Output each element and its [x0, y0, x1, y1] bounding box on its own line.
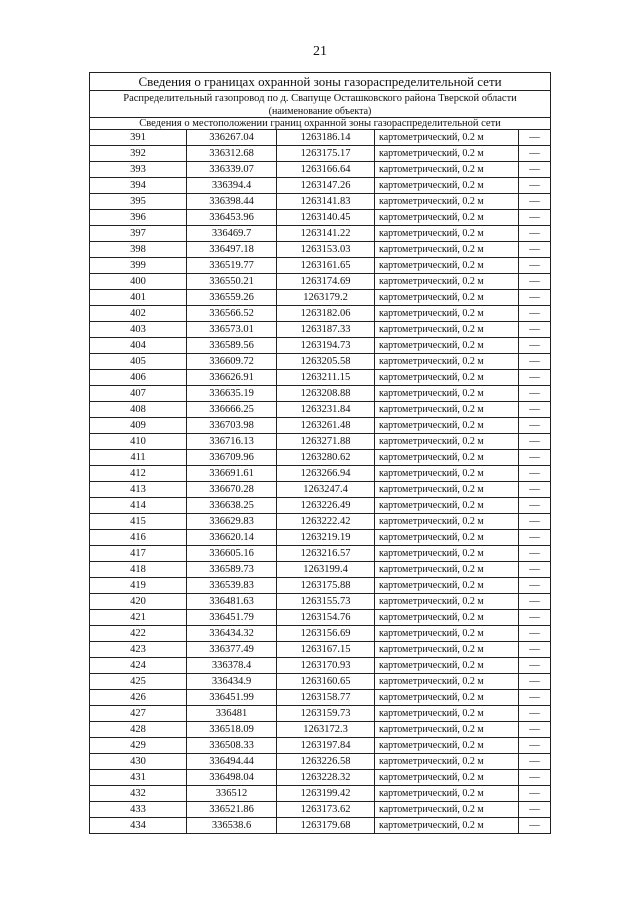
mark-cell: — — [519, 626, 551, 642]
y-coordinate-cell: 1263197.84 — [277, 738, 375, 754]
method-cell: картометрический, 0.2 м — [375, 210, 519, 226]
mark-cell: — — [519, 562, 551, 578]
y-coordinate-cell: 1263266.94 — [277, 466, 375, 482]
object-name-row — [90, 91, 551, 107]
method-cell: картометрический, 0.2 м — [375, 786, 519, 802]
table-row — [90, 498, 551, 514]
x-coordinate-cell: 336538.6 — [187, 818, 277, 834]
table-row — [90, 242, 551, 258]
point-number-cell: 424 — [90, 658, 187, 674]
point-number-cell: 396 — [90, 210, 187, 226]
boundary-coordinates-table — [89, 72, 551, 834]
table-row — [90, 530, 551, 546]
y-coordinate-cell: 1263172.3 — [277, 722, 375, 738]
point-number-cell: 433 — [90, 802, 187, 818]
point-number-cell: 434 — [90, 818, 187, 834]
method-cell: картометрический, 0.2 м — [375, 482, 519, 498]
mark-cell: — — [519, 658, 551, 674]
method-cell: картометрический, 0.2 м — [375, 178, 519, 194]
table-row — [90, 162, 551, 178]
x-coordinate-cell: 336709.96 — [187, 450, 277, 466]
method-cell: картометрический, 0.2 м — [375, 530, 519, 546]
x-coordinate-cell: 336589.73 — [187, 562, 277, 578]
method-cell: картометрический, 0.2 м — [375, 354, 519, 370]
x-coordinate-cell: 336691.61 — [187, 466, 277, 482]
point-number-cell: 411 — [90, 450, 187, 466]
x-coordinate-cell: 336629.83 — [187, 514, 277, 530]
x-coordinate-cell: 336494.44 — [187, 754, 277, 770]
method-cell: картометрический, 0.2 м — [375, 274, 519, 290]
x-coordinate-cell: 336469.7 — [187, 226, 277, 242]
point-number-cell: 405 — [90, 354, 187, 370]
point-number-cell: 428 — [90, 722, 187, 738]
table-row — [90, 754, 551, 770]
x-coordinate-cell: 336716.13 — [187, 434, 277, 450]
y-coordinate-cell: 1263141.22 — [277, 226, 375, 242]
point-number-cell: 417 — [90, 546, 187, 562]
x-coordinate-cell: 336573.01 — [187, 322, 277, 338]
mark-cell: — — [519, 738, 551, 754]
y-coordinate-cell: 1263158.77 — [277, 690, 375, 706]
mark-cell: — — [519, 178, 551, 194]
method-cell: картометрический, 0.2 м — [375, 162, 519, 178]
point-number-cell: 432 — [90, 786, 187, 802]
y-coordinate-cell: 1263187.33 — [277, 322, 375, 338]
mark-cell: — — [519, 786, 551, 802]
table-row — [90, 370, 551, 386]
x-coordinate-cell: 336550.21 — [187, 274, 277, 290]
method-cell: картометрический, 0.2 м — [375, 370, 519, 386]
mark-cell: — — [519, 690, 551, 706]
x-coordinate-cell: 336620.14 — [187, 530, 277, 546]
point-number-cell: 404 — [90, 338, 187, 354]
method-cell: картометрический, 0.2 м — [375, 290, 519, 306]
table-row — [90, 402, 551, 418]
mark-cell: — — [519, 642, 551, 658]
x-coordinate-cell: 336609.72 — [187, 354, 277, 370]
y-coordinate-cell: 1263261.48 — [277, 418, 375, 434]
table-row — [90, 466, 551, 482]
table-row — [90, 338, 551, 354]
x-coordinate-cell: 336481.63 — [187, 594, 277, 610]
mark-cell: — — [519, 482, 551, 498]
table-row — [90, 546, 551, 562]
mark-cell: — — [519, 498, 551, 514]
object-name: Распределительный газопровод по д. Свапуще Осташковского района Тверской области — [90, 91, 551, 107]
point-number-cell: 431 — [90, 770, 187, 786]
mark-cell: — — [519, 418, 551, 434]
x-coordinate-cell: 336635.19 — [187, 386, 277, 402]
point-number-cell: 419 — [90, 578, 187, 594]
method-cell: картометрический, 0.2 м — [375, 594, 519, 610]
section-subtitle: Сведения о местоположении границ охранной зоны газораспределительной сети — [90, 118, 551, 130]
point-number-cell: 423 — [90, 642, 187, 658]
point-number-cell: 429 — [90, 738, 187, 754]
method-cell: картометрический, 0.2 м — [375, 578, 519, 594]
table-row — [90, 770, 551, 786]
table-title-row — [90, 73, 551, 91]
y-coordinate-cell: 1263186.14 — [277, 130, 375, 146]
y-coordinate-cell: 1263208.88 — [277, 386, 375, 402]
y-coordinate-cell: 1263228.32 — [277, 770, 375, 786]
y-coordinate-cell: 1263153.03 — [277, 242, 375, 258]
y-coordinate-cell: 1263231.84 — [277, 402, 375, 418]
y-coordinate-cell: 1263271.88 — [277, 434, 375, 450]
x-coordinate-cell: 336394.4 — [187, 178, 277, 194]
method-cell: картометрический, 0.2 м — [375, 242, 519, 258]
method-cell: картометрический, 0.2 м — [375, 818, 519, 834]
table-row — [90, 146, 551, 162]
method-cell: картометрический, 0.2 м — [375, 146, 519, 162]
mark-cell: — — [519, 338, 551, 354]
table-title: Сведения о границах охранной зоны газораспределительной сети — [90, 73, 551, 91]
y-coordinate-cell: 1263159.73 — [277, 706, 375, 722]
y-coordinate-cell: 1263160.65 — [277, 674, 375, 690]
table-row — [90, 306, 551, 322]
mark-cell: — — [519, 242, 551, 258]
x-coordinate-cell: 336434.32 — [187, 626, 277, 642]
mark-cell: — — [519, 434, 551, 450]
point-number-cell: 412 — [90, 466, 187, 482]
x-coordinate-cell: 336539.83 — [187, 578, 277, 594]
point-number-cell: 394 — [90, 178, 187, 194]
table-row — [90, 354, 551, 370]
mark-cell: — — [519, 322, 551, 338]
table-row — [90, 194, 551, 210]
mark-cell: — — [519, 578, 551, 594]
point-number-cell: 425 — [90, 674, 187, 690]
point-number-cell: 399 — [90, 258, 187, 274]
table-row — [90, 786, 551, 802]
table-row — [90, 818, 551, 834]
point-number-cell: 430 — [90, 754, 187, 770]
table-row — [90, 610, 551, 626]
object-note-row — [90, 106, 551, 118]
table-row — [90, 258, 551, 274]
y-coordinate-cell: 1263154.76 — [277, 610, 375, 626]
method-cell: картометрический, 0.2 м — [375, 450, 519, 466]
y-coordinate-cell: 1263199.42 — [277, 786, 375, 802]
x-coordinate-cell: 336518.09 — [187, 722, 277, 738]
mark-cell: — — [519, 450, 551, 466]
mark-cell: — — [519, 194, 551, 210]
mark-cell: — — [519, 306, 551, 322]
method-cell: картометрический, 0.2 м — [375, 642, 519, 658]
y-coordinate-cell: 1263205.58 — [277, 354, 375, 370]
mark-cell: — — [519, 370, 551, 386]
mark-cell: — — [519, 594, 551, 610]
x-coordinate-cell: 336453.96 — [187, 210, 277, 226]
x-coordinate-cell: 336267.04 — [187, 130, 277, 146]
table-row — [90, 578, 551, 594]
point-number-cell: 414 — [90, 498, 187, 514]
y-coordinate-cell: 1263175.88 — [277, 578, 375, 594]
mark-cell: — — [519, 386, 551, 402]
table-row — [90, 178, 551, 194]
y-coordinate-cell: 1263174.69 — [277, 274, 375, 290]
method-cell: картометрический, 0.2 м — [375, 514, 519, 530]
method-cell: картометрический, 0.2 м — [375, 306, 519, 322]
x-coordinate-cell: 336497.18 — [187, 242, 277, 258]
y-coordinate-cell: 1263219.19 — [277, 530, 375, 546]
y-coordinate-cell: 1263194.73 — [277, 338, 375, 354]
x-coordinate-cell: 336670.28 — [187, 482, 277, 498]
point-number-cell: 391 — [90, 130, 187, 146]
y-coordinate-cell: 1263182.06 — [277, 306, 375, 322]
y-coordinate-cell: 1263179.68 — [277, 818, 375, 834]
mark-cell: — — [519, 530, 551, 546]
y-coordinate-cell: 1263247.4 — [277, 482, 375, 498]
method-cell: картометрический, 0.2 м — [375, 802, 519, 818]
point-number-cell: 406 — [90, 370, 187, 386]
mark-cell: — — [519, 674, 551, 690]
x-coordinate-cell: 336626.91 — [187, 370, 277, 386]
table-row — [90, 658, 551, 674]
point-number-cell: 413 — [90, 482, 187, 498]
x-coordinate-cell: 336398.44 — [187, 194, 277, 210]
x-coordinate-cell: 336521.86 — [187, 802, 277, 818]
table-row — [90, 674, 551, 690]
y-coordinate-cell: 1263216.57 — [277, 546, 375, 562]
table-row — [90, 274, 551, 290]
mark-cell: — — [519, 402, 551, 418]
method-cell: картометрический, 0.2 м — [375, 322, 519, 338]
x-coordinate-cell: 336377.49 — [187, 642, 277, 658]
point-number-cell: 393 — [90, 162, 187, 178]
x-coordinate-cell: 336512 — [187, 786, 277, 802]
point-number-cell: 422 — [90, 626, 187, 642]
x-coordinate-cell: 336703.98 — [187, 418, 277, 434]
method-cell: картометрический, 0.2 м — [375, 690, 519, 706]
x-coordinate-cell: 336339.07 — [187, 162, 277, 178]
y-coordinate-cell: 1263199.4 — [277, 562, 375, 578]
table-row — [90, 130, 551, 146]
y-coordinate-cell: 1263173.62 — [277, 802, 375, 818]
method-cell: картометрический, 0.2 м — [375, 226, 519, 242]
point-number-cell: 402 — [90, 306, 187, 322]
y-coordinate-cell: 1263167.15 — [277, 642, 375, 658]
point-number-cell: 427 — [90, 706, 187, 722]
method-cell: картометрический, 0.2 м — [375, 770, 519, 786]
y-coordinate-cell: 1263179.2 — [277, 290, 375, 306]
point-number-cell: 401 — [90, 290, 187, 306]
table-row — [90, 594, 551, 610]
x-coordinate-cell: 336434.9 — [187, 674, 277, 690]
y-coordinate-cell: 1263222.42 — [277, 514, 375, 530]
x-coordinate-cell: 336451.79 — [187, 610, 277, 626]
point-number-cell: 426 — [90, 690, 187, 706]
point-number-cell: 418 — [90, 562, 187, 578]
mark-cell: — — [519, 722, 551, 738]
mark-cell: — — [519, 210, 551, 226]
point-number-cell: 409 — [90, 418, 187, 434]
x-coordinate-cell: 336638.25 — [187, 498, 277, 514]
table-row — [90, 690, 551, 706]
x-coordinate-cell: 336378.4 — [187, 658, 277, 674]
mark-cell: — — [519, 258, 551, 274]
point-number-cell: 410 — [90, 434, 187, 450]
y-coordinate-cell: 1263141.83 — [277, 194, 375, 210]
point-number-cell: 420 — [90, 594, 187, 610]
x-coordinate-cell: 336589.56 — [187, 338, 277, 354]
x-coordinate-cell: 336519.77 — [187, 258, 277, 274]
point-number-cell: 416 — [90, 530, 187, 546]
table-row — [90, 562, 551, 578]
mark-cell: — — [519, 754, 551, 770]
y-coordinate-cell: 1263175.17 — [277, 146, 375, 162]
x-coordinate-cell: 336451.99 — [187, 690, 277, 706]
y-coordinate-cell: 1263211.15 — [277, 370, 375, 386]
mark-cell: — — [519, 770, 551, 786]
point-number-cell: 395 — [90, 194, 187, 210]
point-number-cell: 408 — [90, 402, 187, 418]
point-number-cell: 400 — [90, 274, 187, 290]
table-row — [90, 290, 551, 306]
mark-cell: — — [519, 706, 551, 722]
method-cell: картометрический, 0.2 м — [375, 402, 519, 418]
x-coordinate-cell: 336605.16 — [187, 546, 277, 562]
y-coordinate-cell: 1263156.69 — [277, 626, 375, 642]
y-coordinate-cell: 1263166.64 — [277, 162, 375, 178]
y-coordinate-cell: 1263147.26 — [277, 178, 375, 194]
method-cell: картометрический, 0.2 м — [375, 130, 519, 146]
point-number-cell: 415 — [90, 514, 187, 530]
table-row — [90, 514, 551, 530]
method-cell: картометрический, 0.2 м — [375, 434, 519, 450]
point-number-cell: 392 — [90, 146, 187, 162]
point-number-cell: 403 — [90, 322, 187, 338]
mark-cell: — — [519, 802, 551, 818]
method-cell: картометрический, 0.2 м — [375, 754, 519, 770]
page-number: 21 — [313, 44, 327, 59]
point-number-cell: 421 — [90, 610, 187, 626]
table-row — [90, 210, 551, 226]
table-row — [90, 322, 551, 338]
point-number-cell: 397 — [90, 226, 187, 242]
y-coordinate-cell: 1263226.49 — [277, 498, 375, 514]
table-row — [90, 450, 551, 466]
mark-cell: — — [519, 610, 551, 626]
method-cell: картометрический, 0.2 м — [375, 386, 519, 402]
mark-cell: — — [519, 290, 551, 306]
method-cell: картометрический, 0.2 м — [375, 626, 519, 642]
y-coordinate-cell: 1263226.58 — [277, 754, 375, 770]
method-cell: картометрический, 0.2 м — [375, 338, 519, 354]
y-coordinate-cell: 1263140.45 — [277, 210, 375, 226]
mark-cell: — — [519, 466, 551, 482]
method-cell: картометрический, 0.2 м — [375, 418, 519, 434]
method-cell: картометрический, 0.2 м — [375, 562, 519, 578]
x-coordinate-cell: 336566.52 — [187, 306, 277, 322]
table-row — [90, 386, 551, 402]
mark-cell: — — [519, 226, 551, 242]
table-row — [90, 642, 551, 658]
table-row — [90, 802, 551, 818]
method-cell: картометрический, 0.2 м — [375, 722, 519, 738]
y-coordinate-cell: 1263280.62 — [277, 450, 375, 466]
object-note: (наименование объекта) — [90, 106, 551, 118]
x-coordinate-cell: 336481 — [187, 706, 277, 722]
method-cell: картометрический, 0.2 м — [375, 674, 519, 690]
x-coordinate-cell: 336312.68 — [187, 146, 277, 162]
mark-cell: — — [519, 130, 551, 146]
table-row — [90, 434, 551, 450]
section-subtitle-row — [90, 118, 551, 130]
point-number-cell: 407 — [90, 386, 187, 402]
method-cell: картометрический, 0.2 м — [375, 194, 519, 210]
method-cell: картометрический, 0.2 м — [375, 738, 519, 754]
method-cell: картометрический, 0.2 м — [375, 706, 519, 722]
mark-cell: — — [519, 162, 551, 178]
x-coordinate-cell: 336559.26 — [187, 290, 277, 306]
table-row — [90, 706, 551, 722]
y-coordinate-cell: 1263155.73 — [277, 594, 375, 610]
table-row — [90, 626, 551, 642]
method-cell: картометрический, 0.2 м — [375, 658, 519, 674]
method-cell: картометрический, 0.2 м — [375, 466, 519, 482]
point-number-cell: 398 — [90, 242, 187, 258]
mark-cell: — — [519, 514, 551, 530]
table-row — [90, 482, 551, 498]
mark-cell: — — [519, 546, 551, 562]
method-cell: картометрический, 0.2 м — [375, 258, 519, 274]
mark-cell: — — [519, 818, 551, 834]
mark-cell: — — [519, 146, 551, 162]
table-row — [90, 418, 551, 434]
y-coordinate-cell: 1263170.93 — [277, 658, 375, 674]
method-cell: картометрический, 0.2 м — [375, 498, 519, 514]
method-cell: картометрический, 0.2 м — [375, 610, 519, 626]
mark-cell: — — [519, 354, 551, 370]
method-cell: картометрический, 0.2 м — [375, 546, 519, 562]
x-coordinate-cell: 336666.25 — [187, 402, 277, 418]
x-coordinate-cell: 336498.04 — [187, 770, 277, 786]
table-row — [90, 738, 551, 754]
x-coordinate-cell: 336508.33 — [187, 738, 277, 754]
y-coordinate-cell: 1263161.65 — [277, 258, 375, 274]
table-row — [90, 722, 551, 738]
table-row — [90, 226, 551, 242]
mark-cell: — — [519, 274, 551, 290]
